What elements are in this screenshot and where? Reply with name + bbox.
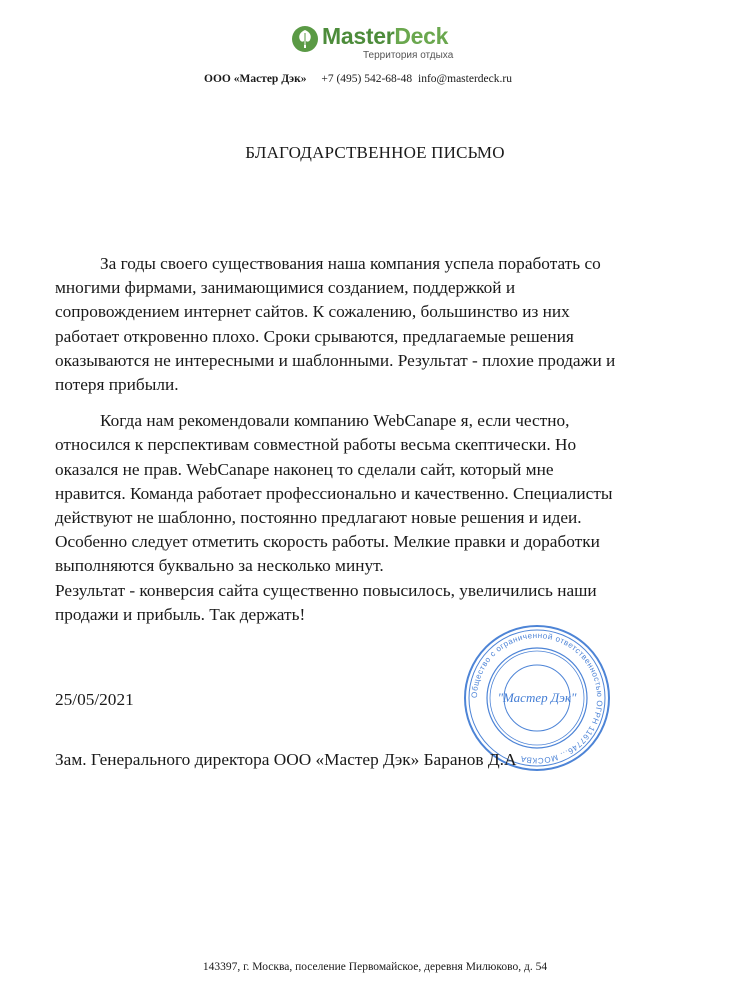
paragraph-2-line: продажи и прибыль. Так держать! [55,604,306,624]
letter-body [55,252,705,627]
paragraph-1-line: оказываются не интересными и шаблонными. Результат - плохие продажи и [55,350,616,370]
letter-title: БЛАГОДАРСТВЕННОЕ ПИСЬМО [245,143,505,162]
signature-line: Зам. Генерального директора ООО «Мастер Дэк» Баранов Д.А [55,750,517,769]
logo-tagline: Территория отдыха [363,50,454,61]
contact-company: ООО «Мастер Дэк» [204,73,307,85]
paragraph-2-line: оказался не прав. WebCanape наконец то сделали сайт, который мне [55,459,554,479]
footer-address: 143397, г. Москва, поселение Первомайское, деревня Милюково, д. 54 [202,961,548,973]
letter-date: 25/05/2021 [55,690,134,709]
paragraph-1-line: сопровождением интернет сайтов. К сожалению, большинство из них [55,302,570,322]
logo-brand-deck: Deck [394,23,449,49]
paragraph-2-line: действуют не шаблонно, постоянно предлагают новые решения и идеи. [55,508,582,528]
paragraph-2-line: относился к перспективам совместной работы весьма скептически. Но [55,435,577,455]
tree-icon [291,25,319,53]
paragraph-2-line: выполняются буквально за несколько минут. [55,556,384,576]
paragraph-1-line: работает откровенно плохо. Сроки срываются, предлагаемые решения [55,326,574,346]
paragraph-1-line: многими фирмами, занимающимися созданием, поддержкой и [55,278,516,298]
paragraph-2-line: Когда нам рекомендовали компанию WebCanape я, если честно, [100,411,570,431]
stamp-center-text: "Мастер Дэк" [497,690,577,705]
masterdeck-logo [291,22,481,64]
logo-brand [322,22,448,50]
contact-line [204,73,512,85]
stamp-outer-text: Общество с ограниченной ответственностью ОГРН 1167746... МОСКВА [469,630,605,766]
paragraph-1-line: За годы своего существования наша компания успела поработать со [100,254,601,273]
paragraph-2-line: Результат - конверсия сайта существенно повысилось, увеличились наши [55,580,597,600]
paragraph-2-line: Особенно следует отметить скорость работы. Мелкие правки и доработки [55,532,600,552]
contact-email: info@masterdeck.ru [418,73,512,85]
paragraph-1-line: потеря прибыли. [55,375,179,395]
paragraph-2-line: нравится. Команда работает профессионально и качественно. Специалисты [55,483,613,503]
contact-phone: +7 (495) 542-68-48 [321,73,413,85]
logo-brand-master: Master [322,23,395,49]
